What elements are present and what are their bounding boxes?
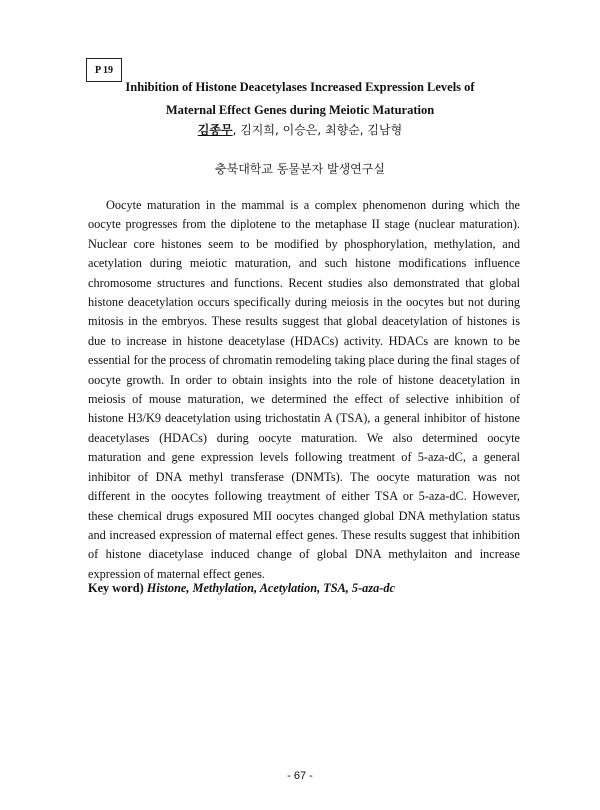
- authors: [0, 121, 600, 138]
- keywords-line: [88, 581, 520, 596]
- poster-label: P 19: [86, 58, 122, 82]
- keywords-terms: Histone, Methylation, Acetylation, TSA, 5-aza-dc: [146, 581, 395, 595]
- co-authors: , 김지희, 이승은, 최향순, 김남형: [232, 123, 403, 137]
- title-line-2: Maternal Effect Genes during Meiotic Maturation: [165, 103, 435, 117]
- presenting-author: 김종무: [197, 123, 233, 137]
- page-number: - 67 -: [287, 770, 313, 782]
- abstract-body: Oocyte maturation in the mammal is a complex phenomenon during which the oocyte progresses from the diplotene to the metaphase II stage (nuclear maturation). Nuclear core histones seem to be modified by phosphorylation, methylation, and acetylation during meiotic maturation, and such histone modifications influence chromosome structures and functions. Recent studies also demonstrated that global histone deacetylation occurs specifically during meiosis in the oocytes but not during mitosis in the embryos. These results suggest that global deacetylation of histones is due to increase in histone deacetylase (HDACs) activity. HDACs are known to be essential for the process of chromatin remodeling taking place during the final stages of oocyte growth. In order to obtain insights into the role of histone deacetylation in meiosis of mouse maturation, we determined the effect of selective inhibition of histone H3/K9 deacetylation using trichostatin A (TSA), a general inhibitor of histone deacetylases (HDACs) during oocyte maturation. We also determined oocyte maturation and gene expression levels following treatment of 5-aza-dC, a general inhibitor of DNA methyl transferase (DNMTs). The oocyte maturation was not different in the oocytes following treaytment of either TSA or 5-aza-dC. However, these chemical drugs exposured MII oocytes changed global DNA methylation status and increased expression of maternal effect genes. These results suggest that inhibition of histone diacetylase induced change of global DNA methylaiton and increase expression of maternal effect genes.: [88, 198, 520, 581]
- keywords-label: Key word): [88, 581, 144, 595]
- title-line-1: Inhibition of Histone Deacetylases Increased Expression Levels of: [125, 80, 475, 94]
- affiliation: 충북대학교 동물분자 발생연구실: [215, 162, 385, 176]
